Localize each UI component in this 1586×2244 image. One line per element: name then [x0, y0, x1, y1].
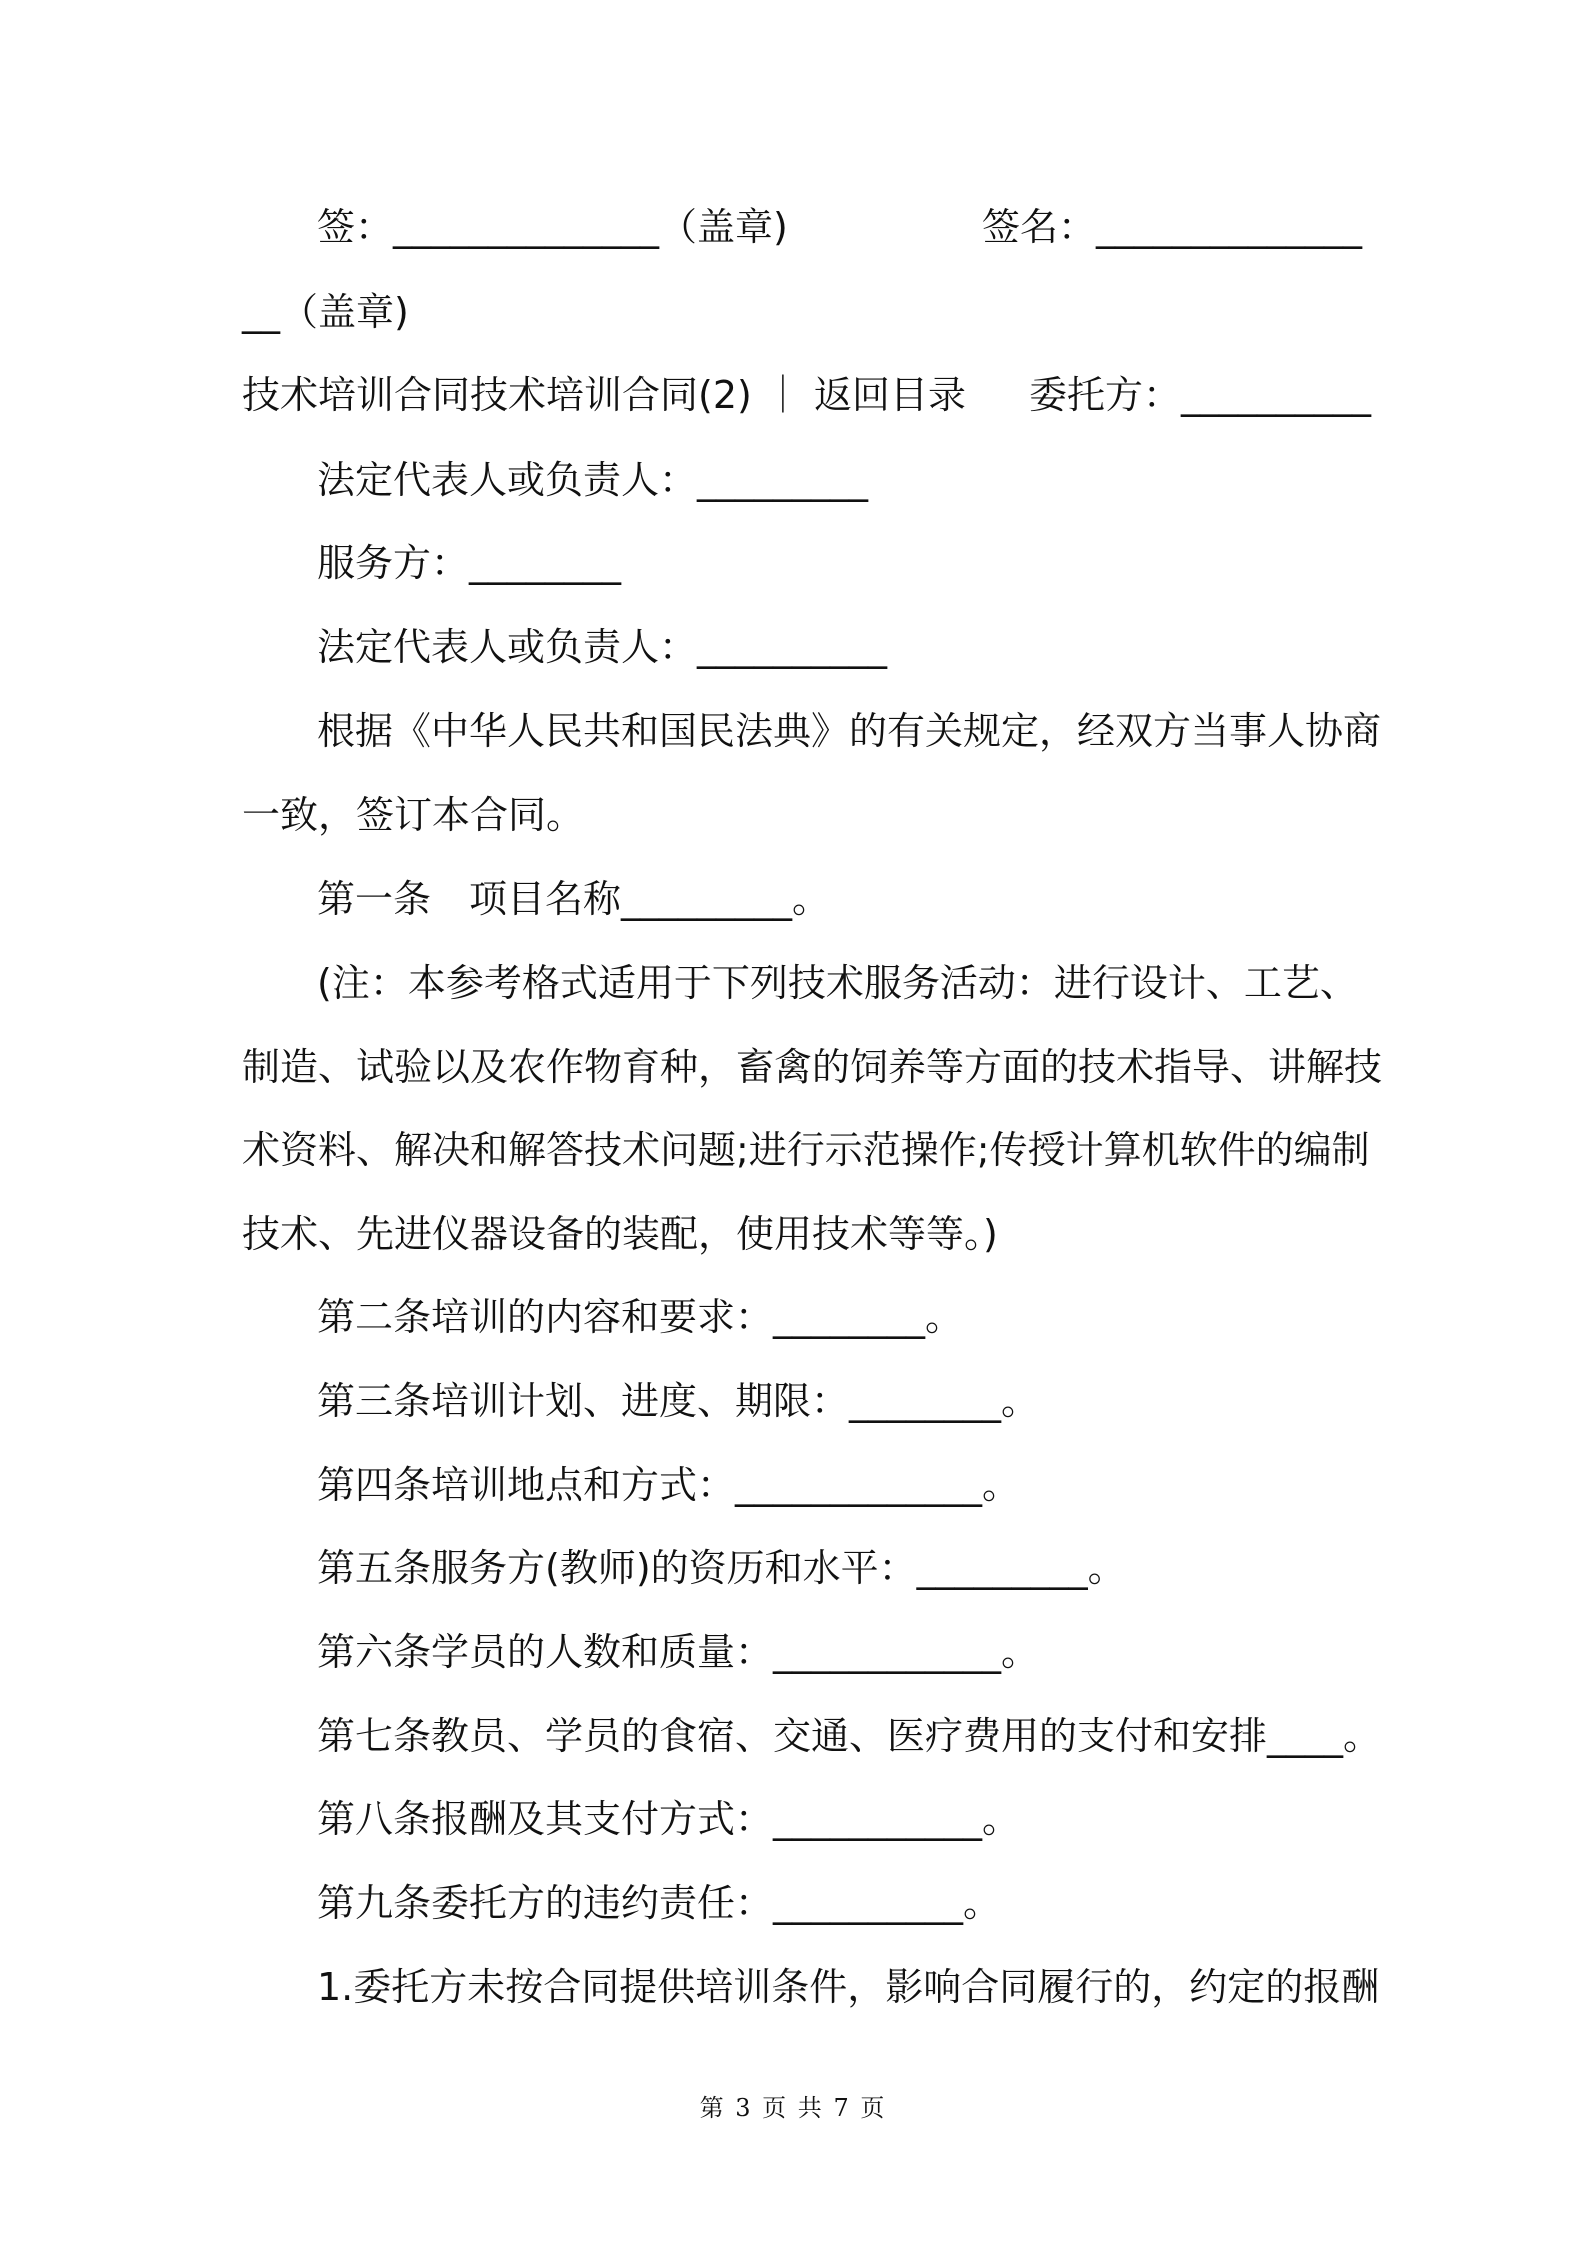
preamble-line-2: 一致，签订本合同。	[242, 793, 585, 837]
client-field: 委托方：__________	[1029, 373, 1372, 417]
signature-field-right: 签名：______________	[982, 205, 1363, 249]
note-line-1: (注：本参考格式适用于下列技术服务活动：进行设计、工艺、	[317, 961, 1358, 1005]
article-1: 第一条 项目名称_________。	[317, 877, 831, 921]
note-line-2: 制造、试验以及农作物育种，畜禽的饲养等方面的技术指导、讲解技	[242, 1045, 1383, 1089]
legal-rep-field-2: 法定代表人或负责人：__________	[317, 625, 888, 669]
article-5: 第五条服务方(教师)的资历和水平：_________。	[317, 1546, 1126, 1590]
article-9: 第九条委托方的违约责任：__________。	[317, 1881, 1002, 1925]
return-to-contents-link[interactable]: 技术培训合同技术培训合同(2) ｜ 返回目录	[242, 373, 966, 417]
toc-row	[242, 370, 1372, 420]
article-2: 第二条培训的内容和要求：________。	[317, 1295, 964, 1339]
article-3: 第三条培训计划、进度、期限：________。	[317, 1379, 1040, 1423]
signature-continuation: __（盖章)	[242, 290, 409, 334]
clause-1: 1.委托方未按合同提供培训条件，影响合同履行的，约定的报酬	[317, 1965, 1380, 2009]
article-6: 第六条学员的人数和质量：____________。	[317, 1630, 1040, 1674]
article-7: 第七条教员、学员的食宿、交通、医疗费用的支付和安排____。	[317, 1714, 1382, 1758]
page-number: 第 3 页 共 7 页	[699, 2094, 887, 2122]
preamble-line-1: 根据《中华人民共和国民法典》的有关规定，经双方当事人协商	[317, 709, 1382, 753]
legal-rep-field-1: 法定代表人或负责人：_________	[317, 458, 869, 502]
service-party-field: 服务方：________	[317, 541, 622, 585]
note-line-4: 技术、先进仪器设备的装配，使用技术等等。)	[242, 1212, 998, 1256]
signature-row	[317, 202, 1362, 252]
signature-field-left: 签：______________（盖章)	[317, 205, 788, 249]
article-8: 第八条报酬及其支付方式：___________。	[317, 1797, 1021, 1841]
note-line-3: 术资料、解决和解答技术问题;进行示范操作;传授计算机软件的编制	[242, 1128, 1370, 1172]
article-4: 第四条培训地点和方式：_____________。	[317, 1463, 1021, 1507]
